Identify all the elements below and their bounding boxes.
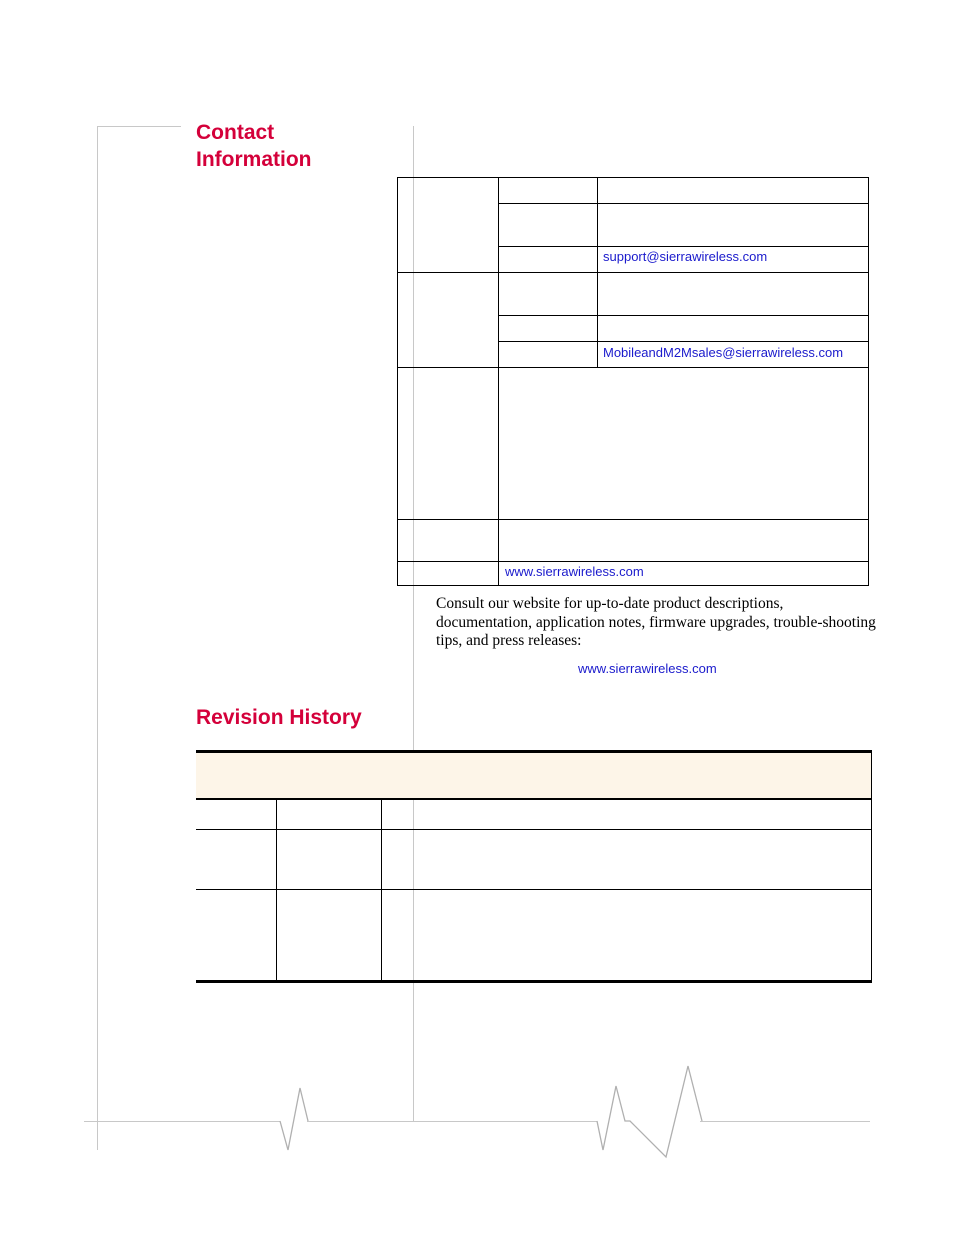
revision-table-row-rule (196, 889, 872, 890)
contact-title-line2: Information (196, 148, 312, 171)
revision-history-heading: Revision History (196, 706, 362, 729)
contact-title-line1: Contact (196, 121, 275, 144)
support-email-link[interactable]: support@sierrawireless.com (603, 249, 768, 264)
contact-table-rule (498, 246, 868, 247)
contact-table-rule (398, 561, 868, 562)
revision-table (196, 750, 872, 984)
revision-table-top-rule (196, 750, 872, 753)
contact-table-rule (498, 315, 868, 316)
revision-table-bottom-rule (196, 980, 872, 983)
sales-email-link[interactable]: MobileandM2Msales@sierrawireless.com (603, 345, 844, 360)
left-margin-rule (97, 126, 98, 1150)
bottom-margin-rule-left (84, 1121, 280, 1122)
contact-table-rule (498, 341, 868, 342)
revision-table-col-divider-2 (381, 800, 382, 980)
contact-table-rule (398, 272, 868, 273)
consult-website-paragraph: Consult our website for up-to-date product descriptions, documentation, application notes, firmware upgrades, trouble-shooting tips, and press releases: (436, 595, 876, 649)
top-margin-rule (97, 126, 181, 127)
contact-table-rule (398, 519, 868, 520)
revision-table-header (196, 750, 872, 799)
contact-table-rule (398, 367, 868, 368)
revision-table-row-rule (196, 829, 872, 830)
contact-information-heading (196, 119, 312, 173)
contact-table (397, 177, 869, 586)
revision-table-right-edge (871, 750, 872, 981)
revision-table-col-divider-1 (276, 800, 277, 980)
revision-table-header-rule (196, 798, 872, 800)
website-link-body[interactable]: www.sierrawireless.com (578, 661, 717, 676)
footer-wave-graphic (270, 1060, 710, 1165)
contact-table-rule (498, 203, 868, 204)
bottom-margin-rule-right (700, 1121, 870, 1122)
contact-table-col-divider-1 (498, 178, 499, 585)
website-link-table[interactable]: www.sierrawireless.com (505, 564, 644, 579)
